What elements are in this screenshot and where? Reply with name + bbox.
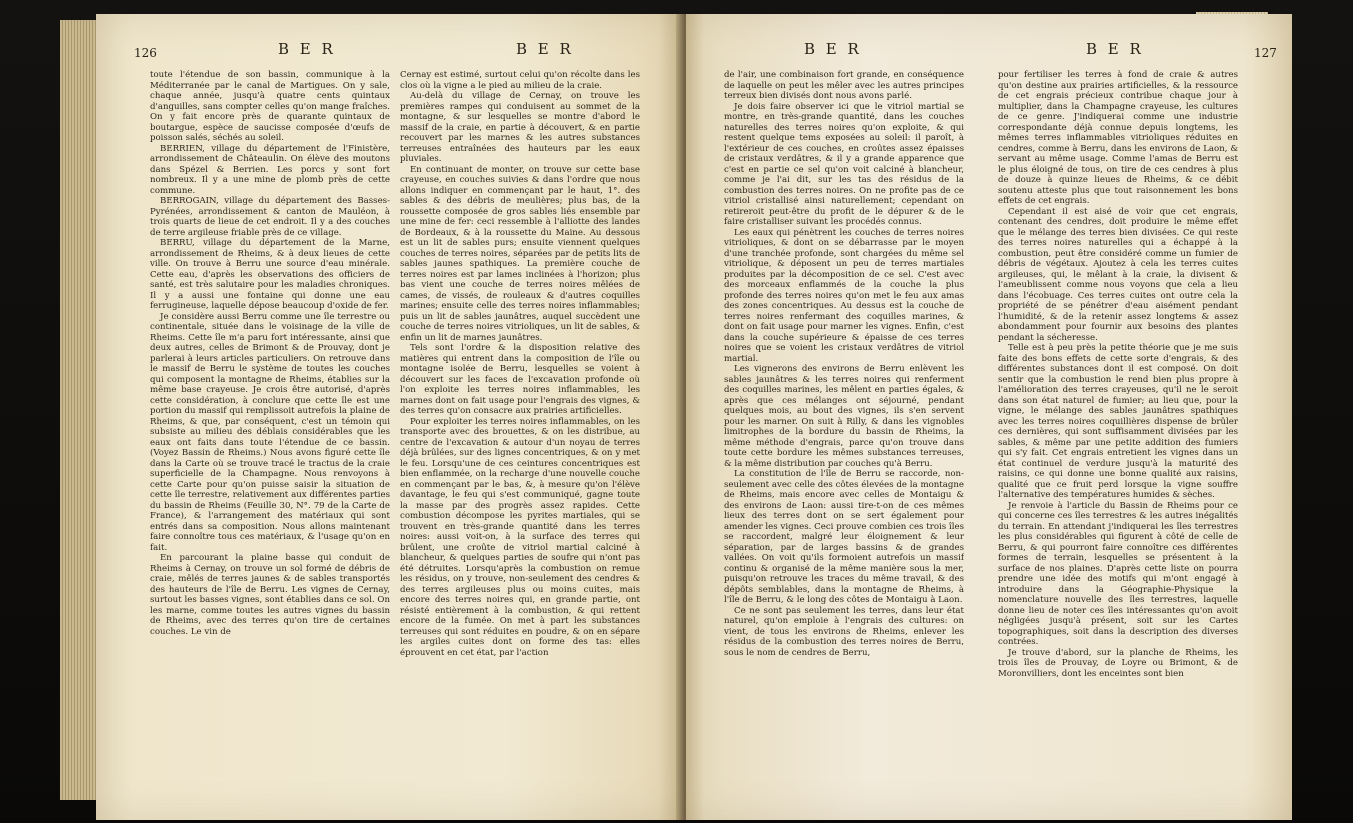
right-running-head-1: B E R — [804, 40, 862, 58]
left-page-edges — [60, 20, 98, 800]
right-running-head-2: B E R — [1086, 40, 1144, 58]
left-page — [96, 14, 682, 820]
right-page-column-2: pour fertiliser les terres à fond de craie & autres qu'on destine aux prairies artificielles, & la ressource de cet engrais précieux contribue chaque jour à multiplier, dans la Champagne crayeuse, les cultures de ce genre. J'indiquerai comme une industrie correspondante déjà connue depuis longtems, les mêmes terres inflammables vitrioliques réduites en cendres, comme à Berru, dans les environs de Laon, & servant au même usage. Comme l'amas de Berru est le plus éloigné de tous, on tire de ces cendres à plus de douze à quinze lieues de Rheims, & ce débit soutenu atteste plus que tout raisonnement les bons effets de cet engrais. Cependant il est aisé de voir que cet engrais, contenant des cendres, doit produire le même effet que le mélange des terres bien divisées. Ce qui reste des terres noires naturelles qui a échappé à la combustion, peut être considéré comme un fumier de débris de végétaux. Ajoutez à cela les terres cuites argileuses, qui, le mêlant à la craie, la divisent & l'ameublissent comme nous voyons que cela a lieu dans l'écobuage. Ces terres cuites ont outre cela la propriété de se pénétrer d'eau aisément pendant l'humidité, & de la retenir assez longtems & assez abondamment pour fournir aux besoins des plantes pendant la sécheresse. Telle est à peu près la petite théorie que je me suis faite des bons effets de cette sorte d'engrais, & des différentes substances dont il est composé. On doit sentir que la combustion le rend bien plus propre à l'amélioration des terres crayeuses, qu'il ne le seroit dans son état naturel de fumier; au lieu que, pour la vigne, le mélange des sables jaunâtres spathiques avec les terres noires coquillières dispense de brûler ces dernières, qui sont suffisamment divisées par les sables, & même par une petite addition des fumiers qui s'y fait. Cet engrais entretient les vignes dans un état continuel de verdure jusqu'à la maturité des raisins, ce qui donne une bonne qualité aux raisins, qualité que ce fruit perd lorsque la vigne souffre l'alternative des températures humides & sèches. Je renvoie à l'article du Bassin de Rheims pour ce qui concerne ces îles terrestres & les autres inégalités du terrain. En attendant j'indiquerai les îles terrestres les plus considérables qui figurent à côté de celle de Berru, & qui pourront faire connoître ces différentes formes de terrain, lesquelles se présentent à la surface de nos plaines. D'après cette liste on pourra prendre une idée des motifs qui m'ont engagé à introduire dans la Géographie-Physique la nomenclature nouvelle des îles terrestres, laquelle donne lieu de noter ces îles intéressantes qu'on avoit négligées jusqu'à présent, soit sur les Cartes topographiques, soit dans la description des diverses contrées. Je trouve d'abord, sur la planche de Rheims, les trois îles de Prouvay, de Loyre ou Brimont, & de Moronvilliers, dont les enceintes sont bien — [998, 70, 1238, 679]
left-page-column-1: toute l'étendue de son bassin, communique à la Méditerranée par le canal de Martigues. On y sale, chaque année, jusqu'à quatre cents quintaux d'anguilles, sans compter celles qu'on mange fraîches. On y fait encore près de quarante quintaux de boutargue, espèce de saucisse composée d'œufs de poisson salés, séchés au soleil. BERRIEN, village du département de l'Finistère, arrondissement de Châteaulin. On élève des moutons dans Spézel & Berrien. Les porcs y sont fort nombreux. Il y a une mine de plomb près de cette commune. BERROGAIN, village du département des Basses-Pyrénées, arrondissement & canton de Mauléon, à trois quarts de lieue de cet endroit. Il y a des couches de terre argileuse friable près de ce village. BERRU, village du département de la Marne, arrondissement de Rheims, & à deux lieues de cette ville. On trouve à Berru une source d'eau minérale. Cette eau, d'après les observations des officiers de santé, est très salutaire pour les maladies chroniques. Il y a aussi une fontaine qui donne une eau ferrugineuse, laquelle dépose beaucoup d'oxide de fer. Je considère aussi Berru comme une île terrestre ou continentale, située dans le voisinage de la ville de Rheims. Cette île m'a paru fort intéressante, ainsi que deux autres, celles de Brimont & de Prouvay, dont je parlerai à leurs articles particuliers. On retrouve dans le massif de Berru le système de toutes les couches qui composent la montagne de Rheims, établies sur la même base crayeuse. Je crois être autorisé, d'après cette considération, à conclure que cette île est une portion du massif qui remplissoit autrefois la plaine de Rheims, & que, par conséquent, c'est un témoin qui subsiste au milieu des déblais considérables que les eaux ont faits dans toute l'étendue de ce bassin. (Voyez Bassin de Rheims.) Nous avons figuré cette île dans la Carte où se trouve tracé le tractus de la craie superficielle de la Champagne. Nous renvoyons à cette Carte pour qu'on puisse saisir la situation de cette île terrestre, relativement aux différentes parties du bassin de Rheims (Feuille 30, N°. 79 de la Carte de France), & l'arrangement des matériaux qui sont entrés dans sa composition. Nous allons maintenant faire connoître tous ces matériaux, & l'usage qu'on en fait. En parcourant la plaine basse qui conduit de Rheims à Cernay, on trouve un sol formé de débris de craie, mêlés de terres jaunes & de sables transportés des hauteurs de l'île de Berru. Les vignes de Cernay, surtout les basses vignes, sont établies dans ce sol. On les marne, comme toutes les autres vignes du bassin de Rheims, avec des terres qu'on tire de certaines couches. Le vin de — [150, 70, 390, 637]
left-running-head-1: B E R — [278, 40, 336, 58]
left-running-head-2: B E R — [516, 40, 574, 58]
open-book — [96, 14, 1292, 820]
left-page-column-2: Cernay est estimé, surtout celui qu'on récolte dans les clos où la vigne a le pied au milieu de la craie. Au-delà du village de Cernay, on trouve les premières rampes qui conduisent au sommet de la montagne, & sur lesquelles se montre d'abord le massif de la craie, en partie à découvert, & en partie recouvert par les marnes & les autres substances terreuses entraînées des hauteurs par les eaux pluviales. En continuant de monter, on trouve sur cette base crayeuse, en couches suivies & dans l'ordre que nous allons indiquer en commençant par le haut, 1°. des sables & des débris de meulières; plus bas, de la roussette composée de gros sables liés ensemble par une mine de fer: ceci ressemble à l'alliotte des landes de Bordeaux, & à la roussette du Maine. Au dessous est un lit de sables purs; ensuite viennent quelques couches de terres noires, séparées par de petits lits de sables jaunes spathiques. La première couche de terres noires est par lames inclinées à l'horizon; plus bas vient une couche de terres noires mêlées de cames, de vissés, de rouleaux & d'autres coquilles marines; ensuite celle des terres noires inflammables; puis un lit de sables jaunâtres, auquel succèdent une couche de terres noires vitrioliques, un lit de sables, & enfin un lit de marnes jaunâtres. Tels sont l'ordre & la disposition relative des matières qui entrent dans la composition de l'île ou montagne isolée de Berru, lesquelles se voient à découvert sur les faces de l'excavation profonde où l'on exploite les terres noires inflammables, les marnes dont on fait usage pour l'engrais des vignes, & des terres qu'on consacre aux prairies artificielles. Pour exploiter les terres noires inflammables, on les transporte avec des brouettes, & on les distribue, au centre de l'excavation & autour d'un noyau de terres déjà brûlées, sur des lignes concentriques, & on y met le feu. Lorsqu'une de ces ceintures concentriques est bien enflammée, on la recharge d'une nouvelle couche en commençant par le bas, &, à mesure qu'on l'élève davantage, le feu qui s'est communiqué, gagne toute la masse par des progrès assez rapides. Cette combustion décompose les pyrites martiales, qui se trouvent en très-grande quantité dans les terres noires: aussi voit-on, à la surface des terres qui brûlent, une croûte de vitriol martial calciné à blancheur, & quelques parties de soufre qui n'ont pas été détruites. Lorsqu'après la combustion on remue les résidus, on y trouve, non-seulement des cendres & des terres argileuses plus ou moins cuites, mais encore des terres noires qui, en grande partie, ont résisté entièrement à la combustion, & qui rettent encore de la fumée. On met à part les substances terreuses qui sont réduites en poudre, & on en sépare les argiles cuites dont on forme des tas: elles éprouvent en cet état, par l'action — [400, 70, 640, 658]
right-page-number: 127 — [1254, 46, 1277, 60]
right-page — [686, 14, 1292, 820]
left-page-number: 126 — [134, 46, 157, 60]
right-page-column-1: de l'air, une combinaison fort grande, en conséquence de laquelle on peut les mêler avec les autres principes terreux bien divisés dont nous avons parlé. Je dois faire observer ici que le vitriol martial se montre, en très-grande quantité, dans les couches naturelles des terres noires qu'on exploite, & qui restent quelque tems exposées au soleil: il paroît, à l'extérieur de ces couches, en croûtes assez épaisses de cristaux verdâtres, & il y a grande apparence que c'est en partie ce sel qu'on voit calciné à blancheur, comme je l'ai dit, sur les tas des résidus de la combustion des terres noires. On ne profite pas de ce vitriol cristallisé ainsi naturellement; cependant on retireroit peut-être du profit de le dépurer & de le faire cristalliser suivant les procédés connus. Les eaux qui pénètrent les couches de terres noires vitrioliques, & dont on se débarrasse par le moyen d'une tranchée profonde, sont chargées du même sel vitriolique, & déposent un peu de terres martiales produites par la décomposition de ce sel. C'est avec des morceaux enflammés de la couche la plus profonde des terres noires qu'on met le feu aux amas des zones concentriques. Au dessus est la couche de terres noires renfermant des coquilles marines, & dont on fait usage pour marner les vignes. Enfin, c'est dans la couche supérieure & épaisse de ces terres noires que se voient les cristaux verdâtres de vitriol martial. Les vignerons des environs de Berru enlèvent les sables jaunâtres & les terres noires qui renferment des coquilles marines, les mêlent en parties égales, & après que ces mélanges ont séjourné, pendant quelques mois, au bout des vignes, ils s'en servent pour les marner. On suit à Rilly, & dans les vignobles limitrophes de la bordure du bassin de Rheims, la même méthode d'engrais, parce qu'on trouve dans toute cette bordure les mêmes substances terreuses, & la même distribution par couches qu'à Berru. La constitution de l'île de Berru se raccorde, non-seulement avec celle des côtes élevées de la montagne de Rheims, mais encore avec celles de Montaigu & des environs de Laon: aussi tire-t-on de ces mêmes lieux des terres dont on se sert également pour amender les vignes. Ceci prouve combien ces trois îles se raccordent, malgré leur éloignement & leur séparation, par de larges bassins & de grandes vallées. On voit qu'ils formoient autrefois un massif continu & organisé de la même manière sous la mer, puisqu'on retrouve les traces du même travail, & des dépôts semblables, dans la montagne de Rheims, à l'île de Berru, & le long des côtes de Montaigu à Laon. Ce ne sont pas seulement les terres, dans leur état naturel, qu'on emploie à l'engrais des cultures: on vient, de tous les environs de Rheims, enlever les résidus de la combustion des terres noires de Berru, sous le nom de cendres de Berru, — [724, 70, 964, 658]
